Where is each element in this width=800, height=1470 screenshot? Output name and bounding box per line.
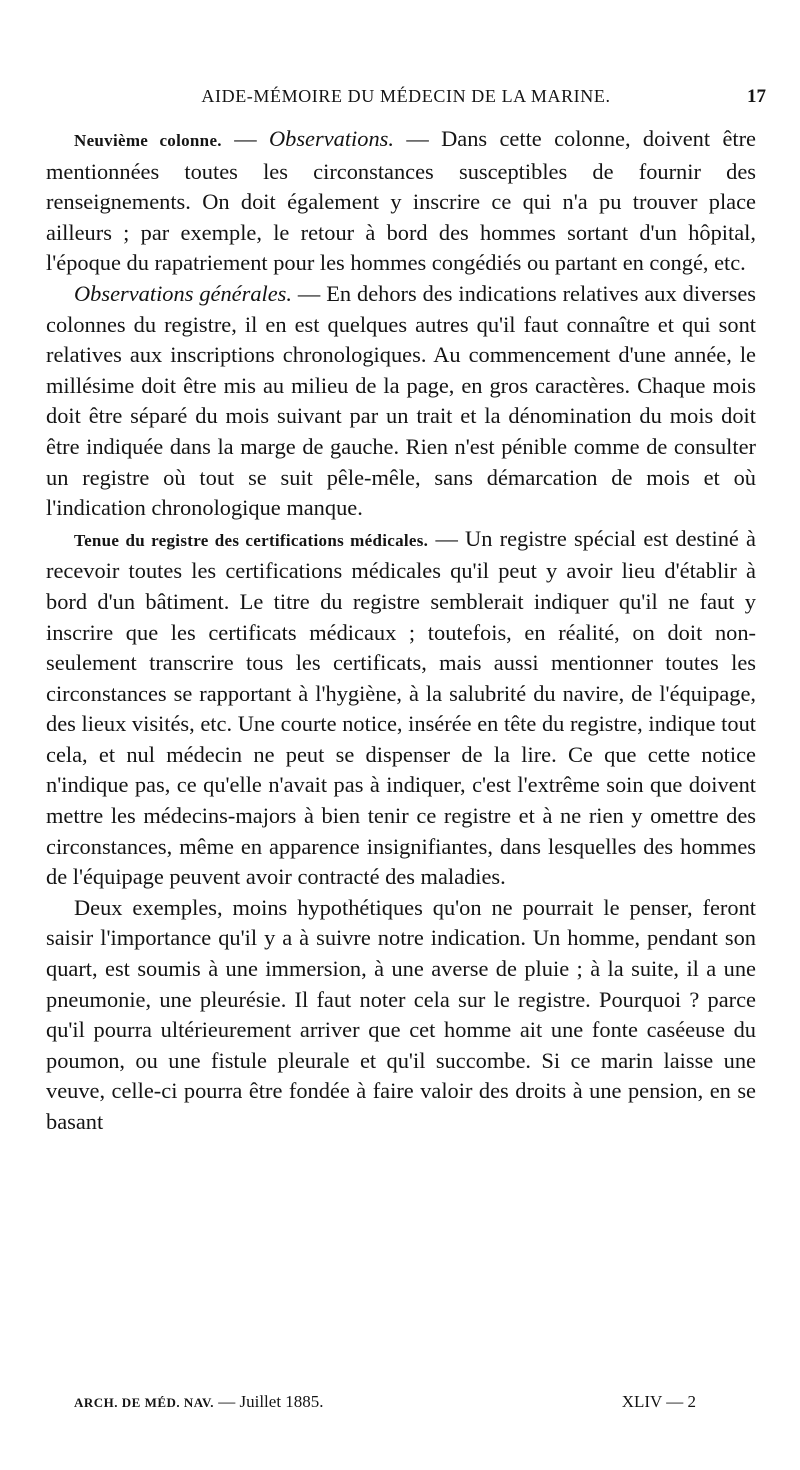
page-number: 17 [747, 86, 766, 107]
paragraph-text: — Dans cette colonne, doivent être mentionnées toutes les circonstances susceptibles de fournir des renseignements. On doit également y inscrire ce qui n'a pu trouver place ailleurs ; par exemple, le retour à bord des hommes sortant d'un hôpital, l'époque du rapatriement pour les hommes congédiés ou partant en congé, etc. [46, 126, 756, 276]
footer-source: ARCH. DE MÉD. NAV. — Juillet 1885. [74, 1392, 324, 1411]
section-heading: Neuvième colonne. [74, 131, 222, 150]
paragraph-general-observations [46, 279, 756, 524]
body-text [46, 124, 756, 1138]
page-footer [74, 1392, 696, 1420]
section-subheading: Observations. [268, 126, 394, 151]
paragraph-ninth-column: Neuvième colonne. — Observations. — Dans cette colonne, doivent être mentionnées toutes les circonstances susceptibles de fournir des renseignements. On doit également y inscrire ce qui n'a pu trouver place ailleurs ; par exemple, le retour à bord des hommes sortant d'un hôpital, l'époque du rapatriement pour les hommes congédiés ou partant en congé, etc. [46, 126, 756, 276]
issue-date: Juillet 1885. [239, 1392, 324, 1411]
paragraph-text: Deux exemples, moins hypothétiques qu'on ne pourrait le penser, feront saisir l'importance qu'il y a à suivre notre indication. Un homme, pendant son quart, est soumis à une immersion, à une averse de pluie ; à la suite, il a une pneumonie, une pleurésie. Il faut noter cela sur le registre. Pourquoi ? parce qu'il pourra ultérieurement arriver que cet homme ait une fonte caséeuse du poumon, ou une fistule pleurale et qu'il succombe. Si ce marin laisse une veuve, celle-ci pourra être fondée à faire valoir des droits à une pension, en se basant [46, 894, 756, 1134]
section-subheading: Observations générales. [74, 280, 292, 306]
journal-abbreviation: ARCH. DE MÉD. NAV. [74, 1395, 214, 1410]
paragraph-examples [46, 893, 756, 1138]
signature-mark: XLIV — 2 [621, 1392, 696, 1411]
paragraph-text: — Un registre spécial est destiné à recevoir toutes les certifications médicales qu'il peut y avoir lieu d'établir à bord d'un bâtiment. Le titre du registre semblerait indiquer qu'il ne faut y inscrire que les certificats médicaux ; toutefois, en réalité, on doit non-seulement transcrire tous les certificats, mais aussi mentionner toutes les circonstances se rapportant à l'hygiène, à la salubrité du navire, de l'équipage, des lieux visités, etc. Une courte notice, insérée en tête du registre, indique tout cela, et nul médecin ne peut se dispenser de la lire. Ce que cette notice n'indique pas, ce qu'elle n'avait pas à indiquer, c'est l'extrême soin que doivent mettre les médecins-majors à bien tenir ce registre et à ne rien y omettre des circonstances, même en apparence insignifiantes, dans lesquelles des hommes de l'équipage peuvent avoir contracté des maladies. [46, 525, 756, 890]
paragraph-text: — En dehors des indications relatives aux diverses colonnes du registre, il en est quelques autres qu'il faut connaître et qui sont relatives aux inscriptions chronologiques. Au commencement d'une année, le millésime doit être mis au milieu de la page, en gros caractères. Chaque mois doit être séparé du mois suivant par un trait et la dénomination du mois doit être indiquée dans la marge de gauche. Rien n'est pénible comme de consulter un registre où tout se suit pêle-mêle, sans démarcation de mois et où l'indication chronologique manque. [46, 280, 756, 521]
running-title: AIDE-MÉMOIRE DU MÉDECIN DE LA MARINE. [201, 86, 611, 106]
section-heading: Tenue du registre des certifications médicales. [74, 530, 429, 550]
running-header [46, 86, 766, 116]
paragraph-register-keeping [46, 524, 756, 893]
